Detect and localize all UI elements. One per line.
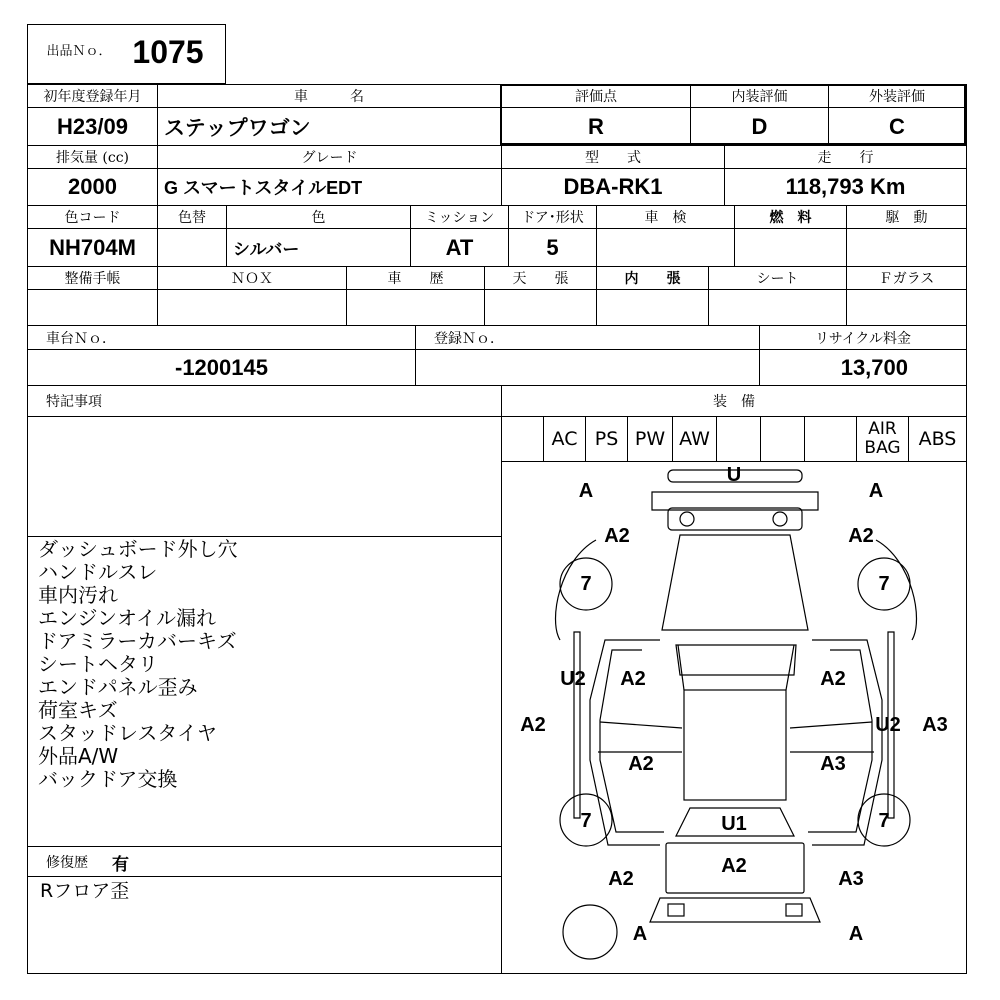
color-code-value: NH704M — [49, 234, 136, 260]
chassis-number-value: -1200145 — [175, 354, 268, 380]
grade-score-label: 評価点 — [575, 89, 617, 105]
lot-number: 1075 — [132, 33, 204, 70]
nox-label: ＮＯＸ — [231, 271, 273, 287]
recycle-fee-value: 13,700 — [840, 354, 908, 380]
interior-score-value: D — [751, 113, 768, 139]
mark-tire-rl: 7 — [580, 809, 592, 832]
remarks-label: 特記事項 — [46, 394, 102, 410]
transmission-value: AT — [445, 234, 474, 260]
headliner-label: 天 張 — [512, 271, 569, 287]
grade-label: グレード — [301, 150, 358, 166]
remark-item: バックドア交換 — [38, 767, 178, 791]
mark-tire-rr: 7 — [878, 809, 890, 832]
maintenance-record-label: 整備手帳 — [64, 271, 121, 287]
remark-item: シートヘタリ — [38, 652, 158, 676]
equipment-cell — [502, 417, 543, 461]
remark-item: 外品A/W — [38, 744, 119, 768]
mark-fender-fl: A2 — [604, 524, 630, 547]
remarks-list — [38, 538, 238, 791]
equipment-aw: AW — [679, 428, 710, 450]
remark-item: エンドパネル歪み — [38, 675, 198, 699]
mark-door-rr: A3 — [820, 752, 846, 775]
mark-front-right: A — [868, 479, 884, 502]
transmission-label: ミッション — [424, 210, 495, 226]
remark-item: エンジンオイル漏れ — [38, 606, 216, 630]
mileage-value: 118,793 Km — [785, 174, 906, 199]
interior-score-label: 内装評価 — [731, 89, 788, 105]
mark-quarter-rr: A3 — [838, 867, 864, 890]
remark-item: ダッシュボード外し穴 — [38, 537, 238, 561]
color-change-value — [158, 229, 226, 266]
equipment-cell — [717, 417, 760, 461]
first-registration-value: H23/09 — [57, 113, 128, 139]
mark-door-fl: U2 — [560, 667, 586, 690]
remark-item: スタッドレスタイヤ — [38, 721, 217, 745]
interior-trim-label: 内 張 — [624, 271, 681, 287]
car-name-label: 車 名 — [294, 89, 364, 105]
mark-fender-fr: A2 — [848, 524, 874, 547]
displacement-value: 2000 — [68, 174, 117, 199]
registration-number-label: 登録Ｎｏ． — [434, 330, 504, 347]
mark-tire-fl: 7 — [580, 572, 592, 595]
equipment-ps: PS — [594, 428, 619, 450]
remark-item: 車内汚れ — [38, 583, 118, 607]
mark-rear-right: A — [848, 922, 864, 945]
vehicle-history-label: 車 歴 — [387, 271, 444, 287]
exterior-score-label: 外装評価 — [869, 89, 925, 105]
mark-door-rl: A2 — [628, 752, 654, 775]
recycle-fee-label: リサイクル料金 — [814, 330, 912, 347]
door-shape-label: ドア･形状 — [521, 210, 584, 226]
inspection-value — [597, 229, 734, 266]
mark-door-fr-inner: A2 — [820, 667, 846, 690]
grade-score-value: R — [588, 113, 604, 139]
color-label: 色 — [311, 210, 326, 226]
mark-tailgate: A2 — [721, 854, 747, 877]
equipment-cell — [761, 417, 804, 461]
mark-rear-left: A — [632, 922, 648, 945]
front-glass-label: Ｆガラス — [878, 271, 935, 287]
model-code-value: DBA-RK1 — [563, 174, 663, 199]
mileage-label: 走 行 — [817, 150, 874, 166]
seat-label: シート — [756, 271, 799, 287]
color-value: シルバー — [233, 240, 300, 259]
inspection-label: 車 検 — [644, 210, 687, 226]
drive-value — [847, 229, 966, 266]
mark-sill-left: A2 — [520, 713, 546, 736]
mark-sill-right-2: A3 — [922, 713, 948, 736]
equipment-ac: AC — [551, 428, 578, 450]
mark-front-left: A — [578, 479, 594, 502]
door-shape-value: 5 — [546, 234, 559, 260]
fuel-value — [735, 229, 846, 266]
remark-item: ドアミラーカバーキズ — [38, 629, 237, 653]
equipment-cell — [805, 417, 856, 461]
exterior-score-value: C — [889, 113, 905, 139]
grade-value: G スマートスタイルEDT — [164, 178, 363, 198]
remark-item: 荷室キズ — [38, 698, 118, 722]
equipment-abs: ABS — [918, 428, 957, 450]
equipment-label: 装 備 — [713, 394, 755, 410]
model-code-label: 型 式 — [585, 150, 641, 166]
repair-history-label: 修復歴 — [46, 855, 88, 871]
mark-roof-rear: U1 — [721, 812, 747, 835]
chassis-number-label: 車台Ｎｏ． — [46, 330, 116, 347]
mark-sill-right-1: U2 — [875, 713, 901, 736]
mark-door-fl-inner: A2 — [620, 667, 646, 690]
first-registration-label: 初年度登録年月 — [43, 89, 142, 105]
repair-history-value: 有 — [112, 854, 129, 875]
lot-number-label: 出品Ｎｏ． — [46, 43, 112, 59]
car-name-value: ステップワゴン — [164, 116, 311, 140]
mark-front: U — [726, 463, 742, 486]
drive-label: 駆 動 — [885, 210, 928, 226]
registration-number-value — [416, 350, 759, 385]
mark-quarter-rl: A2 — [608, 867, 634, 890]
equipment-airbag: AIR BAG — [864, 419, 901, 458]
mark-tire-fr: 7 — [878, 572, 890, 595]
color-change-label: 色替 — [178, 210, 206, 226]
repair-history-note: Rフロア歪 — [40, 879, 130, 901]
displacement-label: 排気量 (cc) — [55, 150, 130, 166]
remark-item: ハンドルスレ — [38, 560, 158, 584]
equipment-pw: PW — [634, 428, 666, 450]
fuel-label: 燃 料 — [769, 210, 812, 226]
color-code-label: 色コード — [64, 210, 121, 226]
